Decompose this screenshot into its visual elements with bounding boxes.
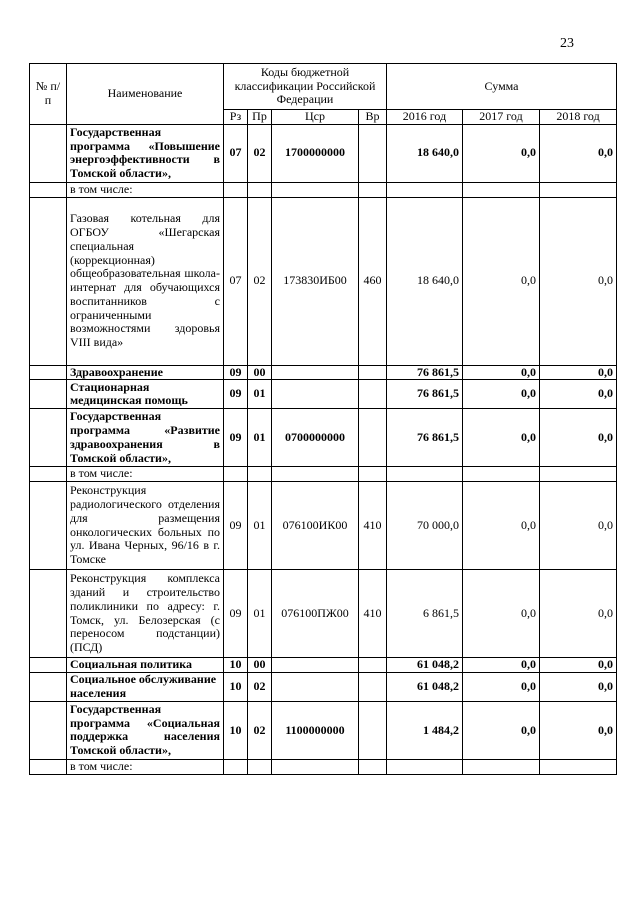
row-2017 <box>463 182 540 197</box>
header-rz: Рз <box>224 110 248 125</box>
row-vr: 410 <box>359 570 387 658</box>
table-row <box>30 380 617 409</box>
row-vr <box>359 658 387 673</box>
row-csr <box>272 467 359 482</box>
row-rz: 10 <box>224 658 248 673</box>
table-row <box>30 182 617 197</box>
row-2017: 0,0 <box>463 197 540 365</box>
table-row <box>30 570 617 658</box>
row-name: в том числе: <box>67 182 224 197</box>
row-pr: 02 <box>248 124 272 182</box>
row-2018: 0,0 <box>540 124 617 182</box>
row-2016: 76 861,5 <box>387 409 463 467</box>
row-csr: 173830ИБ00 <box>272 197 359 365</box>
row-csr <box>272 658 359 673</box>
row-2017: 0,0 <box>463 658 540 673</box>
row-number <box>30 409 67 467</box>
row-2017: 0,0 <box>463 482 540 570</box>
table-row <box>30 124 617 182</box>
row-2018: 0,0 <box>540 365 617 380</box>
row-number <box>30 701 67 759</box>
row-2017: 0,0 <box>463 365 540 380</box>
row-2016: 18 640,0 <box>387 124 463 182</box>
row-vr: 410 <box>359 482 387 570</box>
row-2016 <box>387 759 463 774</box>
row-pr: 02 <box>248 672 272 701</box>
row-number <box>30 672 67 701</box>
row-csr: 076100ИК00 <box>272 482 359 570</box>
row-number <box>30 182 67 197</box>
row-number <box>30 197 67 365</box>
row-csr <box>272 672 359 701</box>
row-2016: 76 861,5 <box>387 380 463 409</box>
row-2017: 0,0 <box>463 124 540 182</box>
table-row <box>30 482 617 570</box>
row-vr <box>359 467 387 482</box>
row-vr <box>359 182 387 197</box>
row-csr <box>272 365 359 380</box>
budget-table <box>29 63 617 775</box>
row-csr: 1700000000 <box>272 124 359 182</box>
row-rz: 07 <box>224 124 248 182</box>
row-2017: 0,0 <box>463 570 540 658</box>
table-row <box>30 409 617 467</box>
row-name: Государственная программа «Развитие здравоохранения в Томской области», <box>67 409 224 467</box>
row-number <box>30 658 67 673</box>
row-pr <box>248 182 272 197</box>
row-pr: 01 <box>248 380 272 409</box>
row-pr: 01 <box>248 482 272 570</box>
row-vr <box>359 365 387 380</box>
row-number <box>30 759 67 774</box>
row-vr <box>359 759 387 774</box>
row-2016 <box>387 182 463 197</box>
row-csr: 0700000000 <box>272 409 359 467</box>
row-rz <box>224 182 248 197</box>
row-name: Реконструкция радиологического отделения для размещения онкологических больных по ул. Ивана Черных, 96/16 в г. Томске <box>67 482 224 570</box>
row-vr <box>359 380 387 409</box>
row-2016: 18 640,0 <box>387 197 463 365</box>
row-pr <box>248 759 272 774</box>
row-number <box>30 365 67 380</box>
row-name: Государственная программа «Социальная поддержка населения Томской области», <box>67 701 224 759</box>
header-num: № п/п <box>30 64 67 125</box>
header-name: Наименование <box>67 64 224 125</box>
row-rz: 10 <box>224 672 248 701</box>
header-codes: Коды бюджетной классификации Российской Федерации <box>224 64 387 110</box>
row-rz: 09 <box>224 380 248 409</box>
row-number <box>30 124 67 182</box>
row-vr <box>359 409 387 467</box>
row-rz: 09 <box>224 570 248 658</box>
row-2018 <box>540 759 617 774</box>
row-pr: 00 <box>248 658 272 673</box>
header-sum: Сумма <box>387 64 617 110</box>
row-vr <box>359 124 387 182</box>
row-rz <box>224 759 248 774</box>
table-body <box>30 124 617 774</box>
header-2016: 2016 год <box>387 110 463 125</box>
table-row <box>30 365 617 380</box>
row-2018 <box>540 182 617 197</box>
row-name: Государственная программа «Повышение энергоэффективности в Томской области», <box>67 124 224 182</box>
row-2016: 70 000,0 <box>387 482 463 570</box>
row-2017: 0,0 <box>463 672 540 701</box>
header-2017: 2017 год <box>463 110 540 125</box>
row-2018: 0,0 <box>540 658 617 673</box>
row-pr <box>248 467 272 482</box>
table-row <box>30 701 617 759</box>
row-rz: 09 <box>224 409 248 467</box>
row-2016: 61 048,2 <box>387 658 463 673</box>
row-csr: 076100ПЖ00 <box>272 570 359 658</box>
row-2017 <box>463 467 540 482</box>
row-number <box>30 467 67 482</box>
row-2018: 0,0 <box>540 701 617 759</box>
header-2018: 2018 год <box>540 110 617 125</box>
table-row <box>30 658 617 673</box>
row-2018: 0,0 <box>540 197 617 365</box>
row-vr: 460 <box>359 197 387 365</box>
row-number <box>30 482 67 570</box>
row-number <box>30 380 67 409</box>
table-row <box>30 672 617 701</box>
table-row <box>30 197 617 365</box>
row-name: Социальное обслуживание населения <box>67 672 224 701</box>
row-rz: 09 <box>224 365 248 380</box>
row-name: Газовая котельная для ОГБОУ «Шегарская специальная (коррекционная) общеобразовательная школа-интернат для обучающихся воспитанников с ограниченными возможностями здоровья VIII вида» <box>67 197 224 365</box>
row-2018: 0,0 <box>540 380 617 409</box>
row-2018: 0,0 <box>540 570 617 658</box>
page-number: 23 <box>560 36 574 51</box>
row-name: Социальная политика <box>67 658 224 673</box>
header-csr: Цср <box>272 110 359 125</box>
row-2016: 76 861,5 <box>387 365 463 380</box>
row-csr <box>272 182 359 197</box>
row-vr <box>359 701 387 759</box>
row-2018: 0,0 <box>540 482 617 570</box>
row-2016: 61 048,2 <box>387 672 463 701</box>
row-vr <box>359 672 387 701</box>
header-pr: Пр <box>248 110 272 125</box>
row-rz: 07 <box>224 197 248 365</box>
row-name: в том числе: <box>67 467 224 482</box>
row-name: Здравоохранение <box>67 365 224 380</box>
row-2017 <box>463 759 540 774</box>
row-pr: 02 <box>248 701 272 759</box>
row-2017: 0,0 <box>463 380 540 409</box>
row-name: Реконструкция комплекса зданий и строительство поликлиники по адресу: г. Томск, ул. Белозерская (с переносом подстанции) (ПСД) <box>67 570 224 658</box>
row-csr <box>272 380 359 409</box>
row-pr: 00 <box>248 365 272 380</box>
row-pr: 01 <box>248 409 272 467</box>
table-row <box>30 467 617 482</box>
row-2016: 1 484,2 <box>387 701 463 759</box>
row-2018: 0,0 <box>540 672 617 701</box>
row-csr <box>272 759 359 774</box>
row-name: Стационарная медицинская помощь <box>67 380 224 409</box>
row-2016: 6 861,5 <box>387 570 463 658</box>
row-number <box>30 570 67 658</box>
row-pr: 02 <box>248 197 272 365</box>
row-rz <box>224 467 248 482</box>
row-name: в том числе: <box>67 759 224 774</box>
row-csr: 1100000000 <box>272 701 359 759</box>
row-2018 <box>540 467 617 482</box>
row-2017: 0,0 <box>463 409 540 467</box>
row-2016 <box>387 467 463 482</box>
row-2018: 0,0 <box>540 409 617 467</box>
table-row <box>30 759 617 774</box>
row-2017: 0,0 <box>463 701 540 759</box>
header-vr: Вр <box>359 110 387 125</box>
row-rz: 10 <box>224 701 248 759</box>
row-rz: 09 <box>224 482 248 570</box>
row-pr: 01 <box>248 570 272 658</box>
